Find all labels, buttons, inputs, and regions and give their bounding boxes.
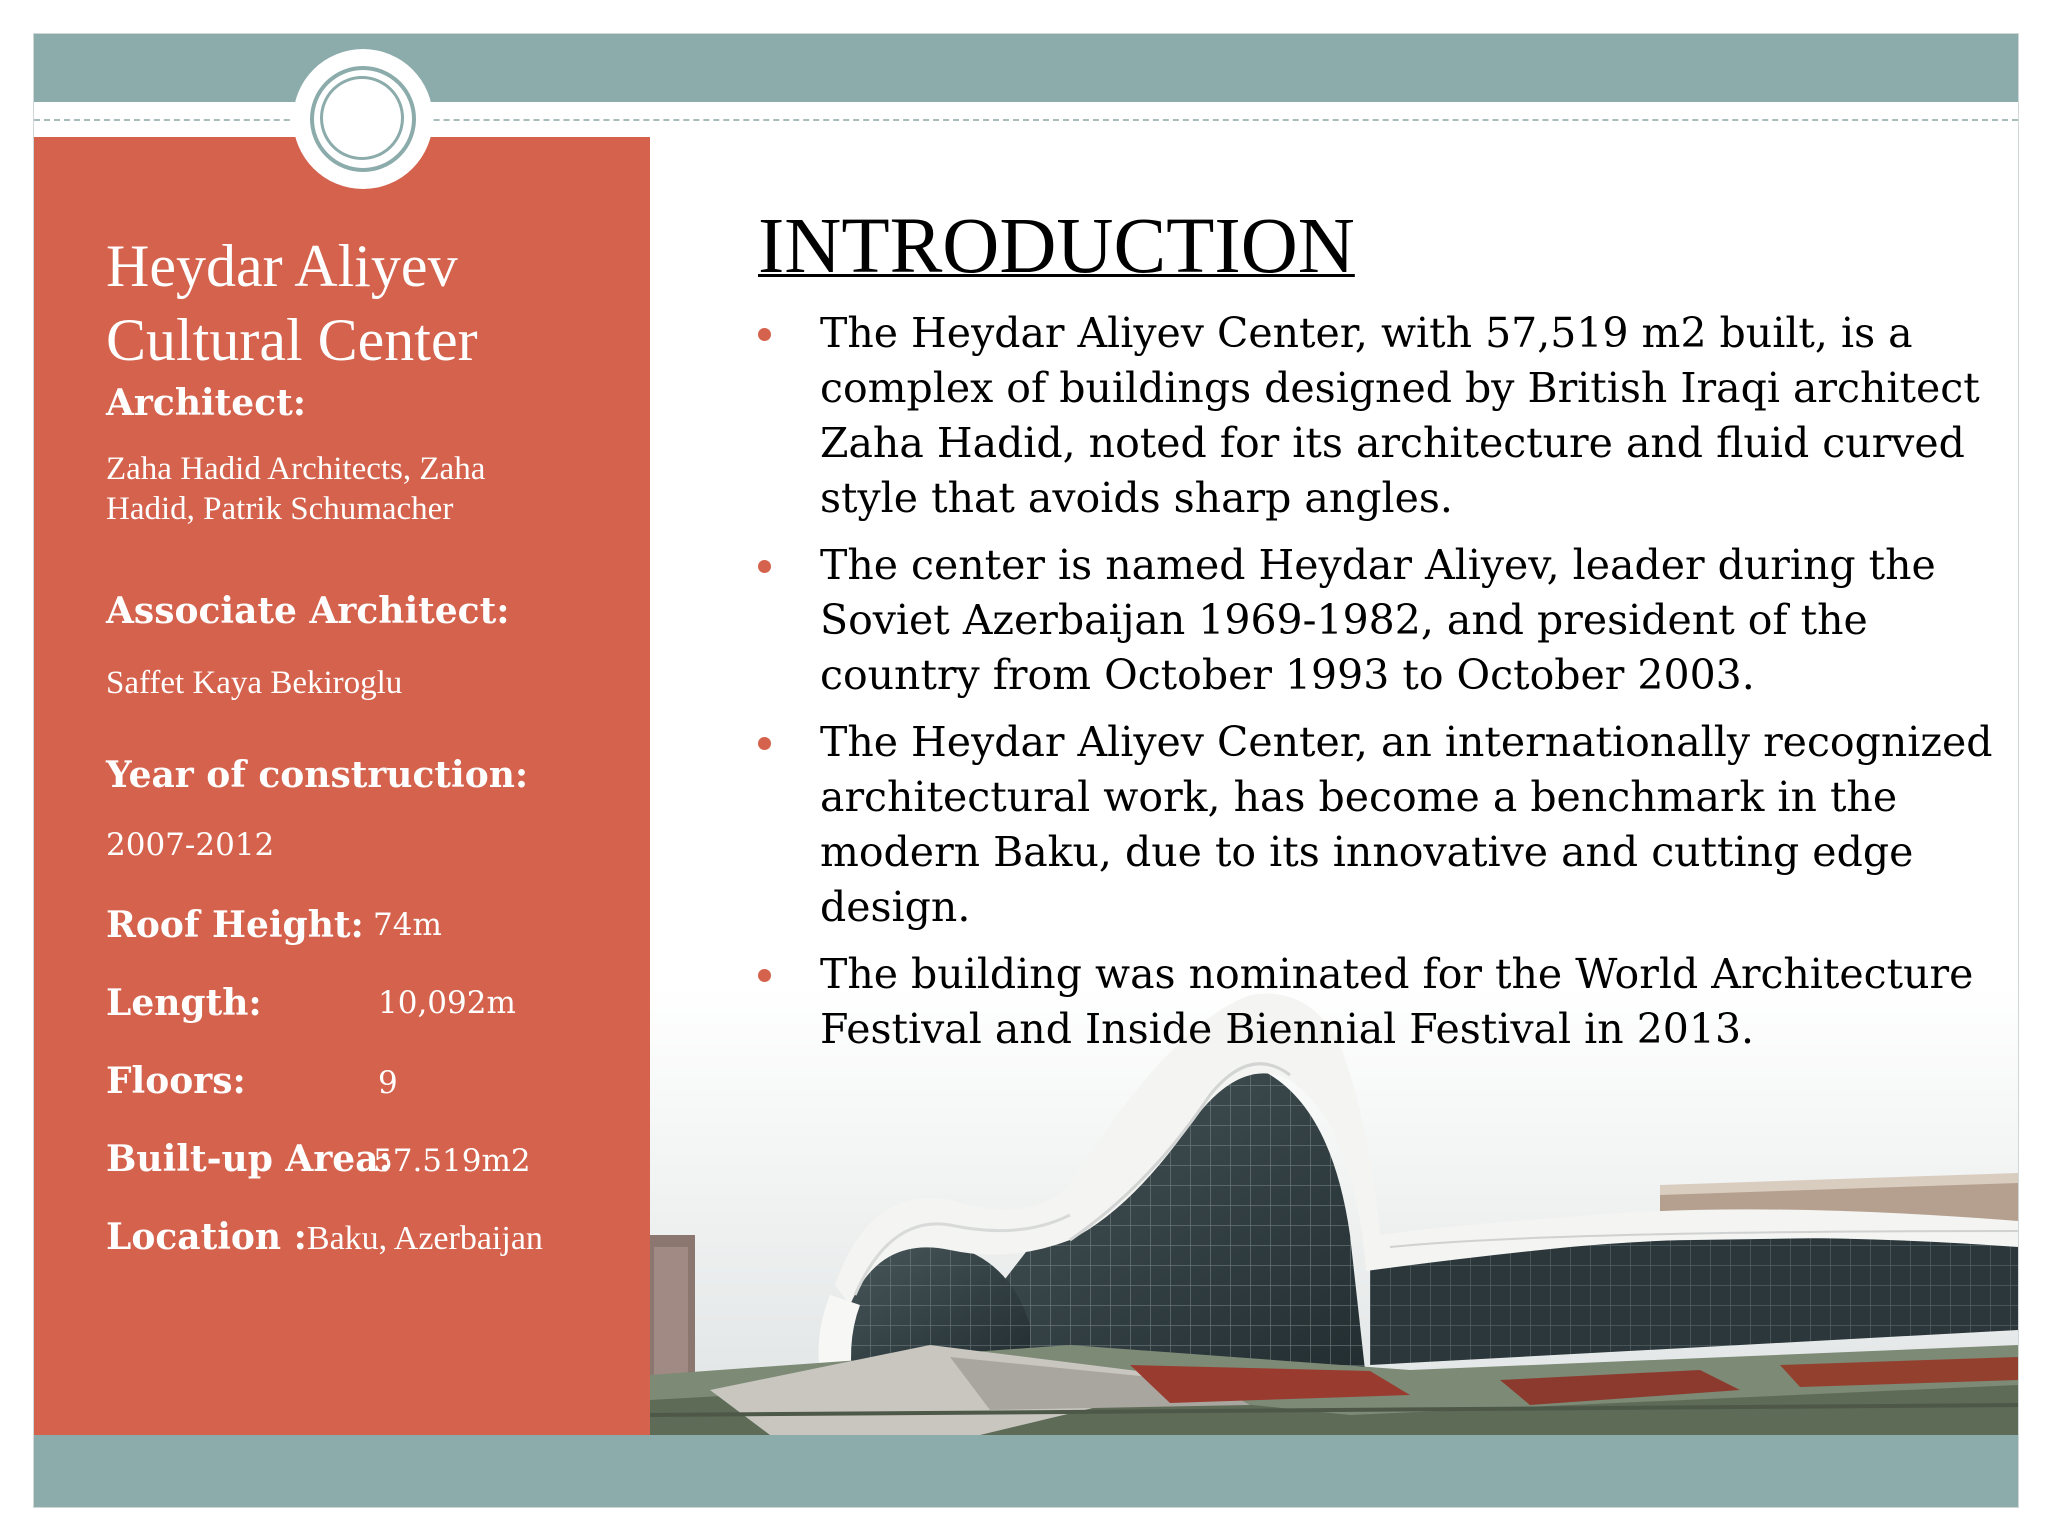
year-value: 2007-2012 xyxy=(106,827,275,863)
bullet-item xyxy=(758,947,2008,1057)
info-panel xyxy=(34,137,650,1435)
floors-label: Floors: xyxy=(106,1060,246,1102)
bullet-item xyxy=(758,538,2008,703)
bullet-item xyxy=(758,715,2008,935)
year-label: Year of construction: xyxy=(106,754,529,796)
intro-title: INTRODUCTION xyxy=(758,203,1355,290)
built-area-value: 57.519m2 xyxy=(373,1143,531,1179)
bullet-dot-icon xyxy=(758,969,771,982)
floors-value: 9 xyxy=(378,1065,398,1101)
bottom-band xyxy=(34,1435,2018,1507)
slide xyxy=(33,33,2019,1508)
main-content xyxy=(650,122,2018,1435)
intro-bullets xyxy=(758,306,2008,1069)
circle-ornament xyxy=(293,49,433,189)
associate-label: Associate Architect: xyxy=(106,590,510,632)
bullet-text: The center is named Heydar Aliyev, leader during the Soviet Azerbaijan 1969-1982, and president of the country from October 1993 to October 2003. xyxy=(820,541,1936,699)
location-label: Location : xyxy=(106,1216,307,1258)
length-label: Length: xyxy=(106,982,262,1024)
bullet-text: The Heydar Aliyev Center, an internationally recognized architectural work, has become a benchmark in the modern Baku, due to its innovative and cutting edge design. xyxy=(820,718,1993,931)
associate-value: Saffet Kaya Bekiroglu xyxy=(106,665,403,701)
location-row xyxy=(106,1215,543,1261)
building-title: Heydar Aliyev Cultural Center xyxy=(106,233,478,373)
roof-height-value: 74m xyxy=(373,907,442,943)
architect-value: Zaha Hadid Architects, Zaha Hadid, Patrik Schumacher xyxy=(106,451,486,527)
bullet-item xyxy=(758,306,2008,526)
location-value: Baku, Azerbaijan xyxy=(306,1220,543,1257)
architect-label: Architect: xyxy=(106,382,307,424)
bullet-dot-icon xyxy=(758,328,771,341)
bullet-text: The Heydar Aliyev Center, with 57,519 m2 built, is a complex of buildings designed by British Iraqi architect Zaha Hadid, noted for its architecture and fluid curved style that avoids sharp angles. xyxy=(820,309,1980,522)
built-area-label: Built-up Area: xyxy=(106,1138,392,1180)
length-value: 10,092m xyxy=(378,985,516,1021)
bullet-dot-icon xyxy=(758,737,771,750)
bullet-dot-icon xyxy=(758,560,771,573)
roof-height-label: Roof Height: xyxy=(106,904,364,946)
bullet-text: The building was nominated for the World Architecture Festival and Inside Biennial Festival in 2013. xyxy=(820,950,1974,1053)
